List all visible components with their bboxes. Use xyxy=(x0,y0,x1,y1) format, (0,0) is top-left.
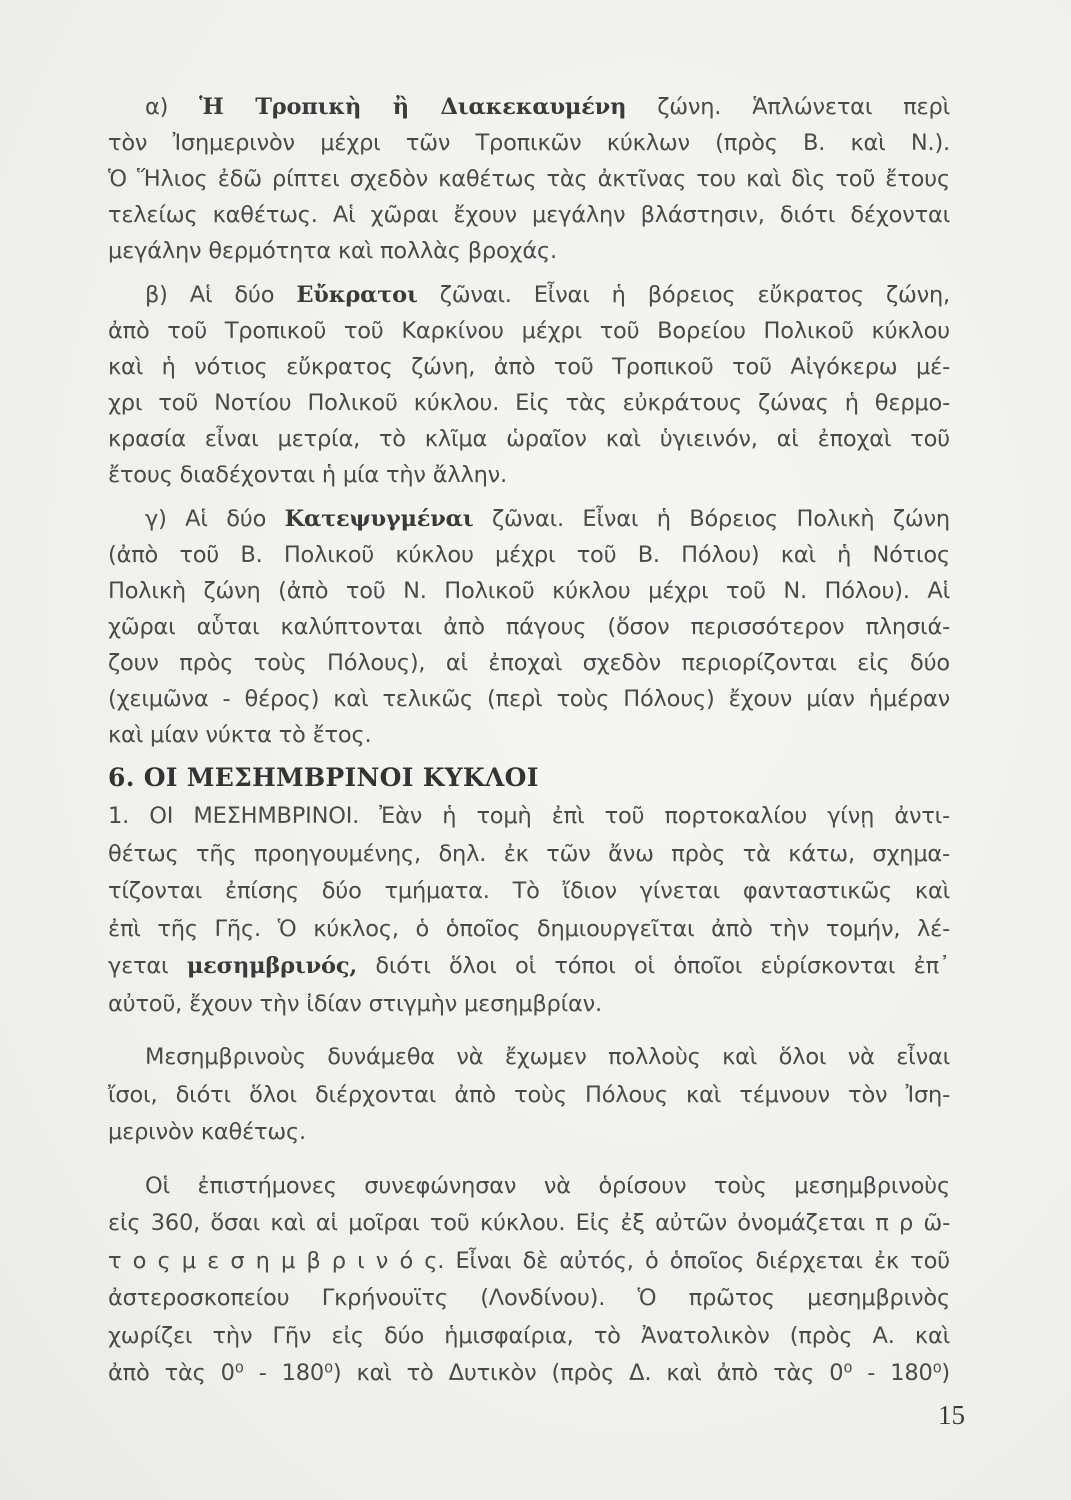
text-line xyxy=(108,1168,950,1206)
text-line xyxy=(108,349,950,385)
text-run: γ) Αἱ δύο xyxy=(145,506,285,532)
text-line xyxy=(108,836,950,874)
text-line xyxy=(108,161,950,197)
text-run: καὶ ἡ νότιος εὔκρατος ζώνη, ἀπὸ τοῦ Τροπικοῦ τοῦ Αἰγόκερω μέ- xyxy=(108,354,950,380)
text-line xyxy=(108,645,950,681)
text-run: τὸν Ἰσημερινὸν μέχρι τῶν Τροπικῶν κύκλων (πρὸς Β. καὶ Ν.). xyxy=(108,130,950,156)
text-line xyxy=(108,1039,950,1077)
text-run: ζουν πρὸς τοὺς Πόλους), αἱ ἐποχαὶ σχεδὸν περιορίζονται εἰς δύο xyxy=(108,650,950,676)
text-line xyxy=(108,911,950,949)
text-line xyxy=(108,1355,950,1393)
meridians-text xyxy=(108,798,950,1409)
text-line xyxy=(108,385,950,421)
text-line xyxy=(108,798,950,836)
text-line xyxy=(108,609,950,645)
text-run: τ ο ς μ ε σ η μ β ρ ι ν ό ς. Εἶναι δὲ αὐτός, ὁ ὁποῖος διέρχεται ἐκ τοῦ xyxy=(108,1247,950,1274)
text-run: Μεσημβρινοὺς δυνάμεθα νὰ ἔχωμεν πολλοὺς καὶ ὅλοι νὰ εἶναι xyxy=(145,1044,950,1070)
text-run: ἀπὸ τοῦ Τροπικοῦ τοῦ Καρκίνου μέχρι τοῦ Βορείου Πολικοῦ κύκλου xyxy=(108,318,950,344)
text-line xyxy=(108,125,950,161)
text-run: 1. ΟΙ ΜΕΣΗΜΒΡΙΝΟΙ. Ἐὰν ἡ τομὴ ἐπὶ τοῦ πορτοκαλίου γίνῃ ἀντι- xyxy=(108,803,950,829)
zones-text xyxy=(108,89,950,761)
text-line xyxy=(108,1205,950,1243)
paragraph xyxy=(108,798,950,1023)
text-run: ζῶναι. Εἶναι ἡ Βόρειος Πολικὴ ζώνη xyxy=(473,506,950,532)
text-line xyxy=(108,233,950,269)
paragraph xyxy=(108,89,950,269)
paragraph xyxy=(108,501,950,753)
text-run: χωρίζει τὴν Γῆν εἰς δύο ἡμισφαίρια, τὸ Ἀνατολικὸν (πρὸς Α. καὶ xyxy=(108,1322,950,1349)
text-line xyxy=(108,457,950,493)
text-line xyxy=(108,313,950,349)
text-run: Ὁ Ἥλιος ἐδῶ ρίπτει σχεδὸν καθέτως τὰς ἀκτῖνας του καὶ δὶς τοῦ ἔτους xyxy=(108,166,950,192)
text-line xyxy=(108,537,950,573)
text-run: ζῶναι. Εἶναι ἡ βόρειος εὔκρατος ζώνη, xyxy=(417,282,951,308)
text-run: κρασία εἶναι μετρία, τὸ κλῖμα ὡραῖον καὶ ὑγιεινόν, αἱ ἐποχαὶ τοῦ xyxy=(108,426,950,452)
text-run: τελείως καθέτως. Αἱ χῶραι ἔχουν μεγάλην βλάστησιν, διότι δέχονται xyxy=(108,202,950,228)
text-line xyxy=(108,1318,950,1356)
bold-term: μεσημβρινός, xyxy=(186,953,357,979)
text-run: γεται xyxy=(108,953,187,979)
text-run: Πολικὴ ζώνη (ἀπὸ τοῦ Ν. Πολικοῦ κύκλου μέχρι τοῦ Ν. Πόλου). Αἱ xyxy=(108,578,950,604)
text-run: Οἱ ἐπιστήμονες συνεφώνησαν νὰ ὁρίσουν τοὺς μεσημβρινοὺς xyxy=(145,1172,950,1199)
text-run: ζώνη. Ἁπλώνεται περὶ xyxy=(626,94,950,120)
text-line xyxy=(108,1114,950,1152)
text-run: θέτως τῆς προηγουμένης, δηλ. ἐκ τῶν ἄνω πρὸς τὰ κάτω, σχημα- xyxy=(108,840,950,867)
text-run: ἐπὶ τῆς Γῆς. Ὁ κύκλος, ὁ ὁποῖος δημιουργεῖται ἀπὸ τὴν τομήν, λέ- xyxy=(108,915,950,942)
text-run: διότι ὅλοι οἱ τόποι οἱ ὁποῖοι εὑρίσκονται ἐπ᾿ xyxy=(356,953,951,979)
text-run: β) Αἱ δύο xyxy=(145,282,297,308)
text-line xyxy=(108,681,950,717)
text-run: ἔτους διαδέχονται ἡ μία τὴν ἄλλην. xyxy=(108,462,507,488)
text-run: καὶ μίαν νύκτα τὸ ἔτος. xyxy=(108,722,372,748)
paragraph xyxy=(108,1168,950,1393)
text-run: ἀστεροσκοπείου Γκρήνουϊτς (Λονδίνου). Ὁ πρῶτος μεσημβρινὸς xyxy=(108,1285,950,1311)
text-run: μεγάλην θερμότητα καὶ πολλὰς βροχάς. xyxy=(108,238,557,264)
text-run: μερινὸν καθέτως. xyxy=(108,1119,306,1145)
text-run: αὐτοῦ, ἔχουν τὴν ἰδίαν στιγμὴν μεσημβρίαν. xyxy=(108,990,602,1017)
text-line xyxy=(108,717,950,753)
text-line xyxy=(108,197,950,233)
text-run: χρι τοῦ Νοτίου Πολικοῦ κύκλου. Εἰς τὰς εὐκράτους ζώνας ἡ θερμο- xyxy=(108,390,950,416)
text-line xyxy=(108,277,950,313)
text-line xyxy=(108,948,950,986)
paragraph xyxy=(108,1039,950,1152)
paragraph xyxy=(108,277,950,493)
section-heading: 6. ΟΙ ΜΕΣΗΜΒΡΙΝΟΙ ΚΥΚΛΟΙ xyxy=(108,763,539,792)
text-line xyxy=(108,89,950,125)
text-line xyxy=(108,873,950,911)
text-line xyxy=(108,1077,950,1115)
text-run: ἴσοι, διότι ὅλοι διέρχονται ἀπὸ τοὺς Πόλους καὶ τέμνουν τὸν Ἰση- xyxy=(108,1081,950,1108)
text-line xyxy=(108,1243,950,1281)
page-number: 15 xyxy=(938,1400,965,1430)
text-run: ἀπὸ τὰς 0⁰ - 180⁰) καὶ τὸ Δυτικὸν (πρὸς Δ. καὶ ἀπὸ τὰς 0⁰ - 180⁰) xyxy=(108,1360,950,1386)
bold-term: Κατεψυγμέναι xyxy=(284,506,474,532)
text-run: εἰς 360, ὅσαι καὶ αἱ μοῖραι τοῦ κύκλου. Εἰς ἐξ αὐτῶν ὀνομάζεται π ρ ῶ- xyxy=(108,1210,950,1236)
text-run: χῶραι αὗται καλύπτονται ἀπὸ πάγους (ὅσον περισσότερον πλησιά- xyxy=(108,614,950,640)
text-line xyxy=(108,1280,950,1318)
text-run: τίζονται ἐπίσης δύο τμήματα. Τὸ ἴδιον γίνεται φανταστικῶς καὶ xyxy=(108,878,950,904)
text-line xyxy=(108,986,950,1024)
bold-term: Εὔκρατοι xyxy=(296,282,418,308)
text-run: (χειμῶνα - θέρος) καὶ τελικῶς (περὶ τοὺς Πόλους) ἔχουν μίαν ἡμέραν xyxy=(108,686,950,712)
text-line xyxy=(108,573,950,609)
bold-term: Ἡ Τροπικὴ ἢ Διακεκαυμένη xyxy=(199,94,627,120)
text-line xyxy=(108,421,950,457)
text-line xyxy=(108,501,950,537)
text-run: α) xyxy=(145,94,200,120)
text-run: (ἀπὸ τοῦ Β. Πολικοῦ κύκλου μέχρι τοῦ Β. Πόλου) καὶ ἡ Νότιος xyxy=(108,542,950,568)
